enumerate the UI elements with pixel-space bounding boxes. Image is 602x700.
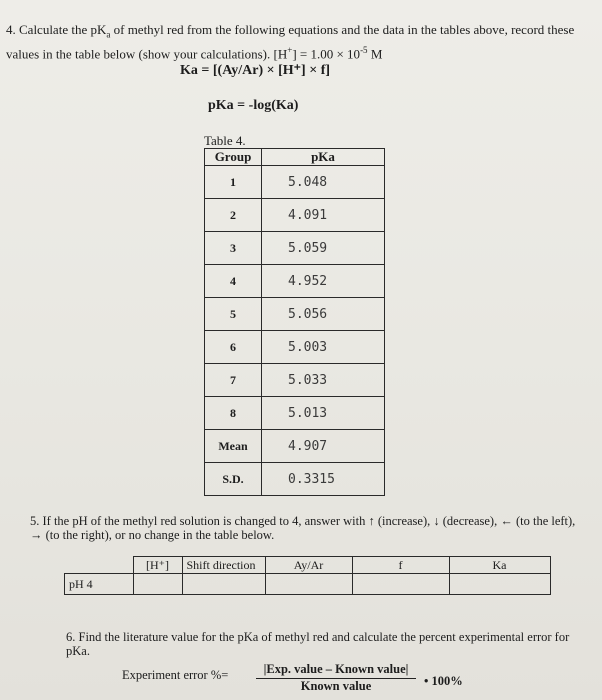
- col-group-header: Group: [205, 149, 262, 166]
- table-5-header-row: [65, 557, 551, 574]
- col-h-plus-header: [H⁺]: [133, 557, 182, 574]
- group-cell: 8: [205, 397, 262, 430]
- group-cell: 7: [205, 364, 262, 397]
- group-cell: 6: [205, 331, 262, 364]
- table-row: [205, 430, 385, 463]
- pka-cell[interactable]: 5.059: [262, 232, 385, 265]
- group-cell: 4: [205, 265, 262, 298]
- table-row: [205, 265, 385, 298]
- table-row: [65, 574, 551, 595]
- q4-text-1: 4. Calculate the pK: [6, 22, 107, 37]
- col-ay-ar-header: Ay/Ar: [265, 557, 352, 574]
- q4-sup-plus: +: [287, 44, 293, 55]
- group-cell: 5: [205, 298, 262, 331]
- pka-cell[interactable]: 4.907: [262, 430, 385, 463]
- pka-cell[interactable]: 5.033: [262, 364, 385, 397]
- group-cell: 1: [205, 166, 262, 199]
- group-cell: 2: [205, 199, 262, 232]
- group-cell: S.D.: [205, 463, 262, 496]
- error-formula-fraction: [256, 662, 416, 694]
- cell-f[interactable]: [352, 574, 449, 595]
- table-row: [205, 199, 385, 232]
- pka-cell[interactable]: 0.3315: [262, 463, 385, 496]
- cell-shift-direction[interactable]: [182, 574, 265, 595]
- table-row: [205, 232, 385, 265]
- table-row: [205, 397, 385, 430]
- error-formula-label: Experiment error %=: [122, 668, 229, 682]
- cell-ka[interactable]: [449, 574, 550, 595]
- q4-text-2: of methyl red from the following equations and the data in the tables above, record these values in the table below (show your calculations). [H: [6, 22, 575, 61]
- ka-formula: Ka = [(Ay/Ar) × [H⁺] × f]: [180, 63, 331, 78]
- pka-formula: pKa = -log(Ka): [208, 98, 299, 113]
- pka-cell[interactable]: 5.048: [262, 166, 385, 199]
- table-row: [205, 331, 385, 364]
- col-pka-header: pKa: [262, 149, 385, 166]
- table-4-caption: Table 4.: [204, 133, 246, 148]
- table-row: [205, 298, 385, 331]
- pka-cell[interactable]: 5.013: [262, 397, 385, 430]
- error-numerator: |Exp. value – Known value|: [256, 662, 416, 679]
- pka-cell[interactable]: 4.952: [262, 265, 385, 298]
- table-5: [64, 556, 551, 595]
- q4-sub-a: a: [106, 29, 111, 40]
- pka-cell[interactable]: 5.056: [262, 298, 385, 331]
- table-row: [205, 364, 385, 397]
- table-4-header-row: [205, 149, 385, 166]
- row-label-ph4: pH 4: [65, 574, 134, 595]
- col-ka-header: Ka: [449, 557, 550, 574]
- table-4: [204, 148, 385, 496]
- cell-h-plus[interactable]: [133, 574, 182, 595]
- q4-text-3: ] = 1.00 × 10: [292, 45, 361, 61]
- table-row: [205, 463, 385, 496]
- q4-sup-exp: -5: [360, 44, 368, 55]
- pka-cell[interactable]: 5.003: [262, 331, 385, 364]
- group-cell: Mean: [205, 430, 262, 463]
- error-denominator: Known value: [300, 679, 372, 693]
- table-row: [205, 166, 385, 199]
- pka-cell[interactable]: 4.091: [262, 199, 385, 232]
- col-f-header: f: [352, 557, 449, 574]
- cell-ay-ar[interactable]: [265, 574, 352, 595]
- group-cell: 3: [205, 232, 262, 265]
- question-4: [6, 22, 596, 61]
- question-6: 6. Find the literature value for the pKa of methyl red and calculate the percent experimental error for pKa.: [66, 630, 570, 658]
- error-multiplier: • 100%: [424, 674, 463, 688]
- question-5: 5. If the pH of the methyl red solution is changed to 4, answer with ↑ (increase), ↓ (decrease), ← (to the left), → (to the right), or no change in the table below.: [30, 514, 576, 542]
- table-5-corner: [65, 557, 134, 574]
- q4-text-4: M: [367, 45, 383, 61]
- col-shift-direction-header: Shift direction: [182, 557, 265, 574]
